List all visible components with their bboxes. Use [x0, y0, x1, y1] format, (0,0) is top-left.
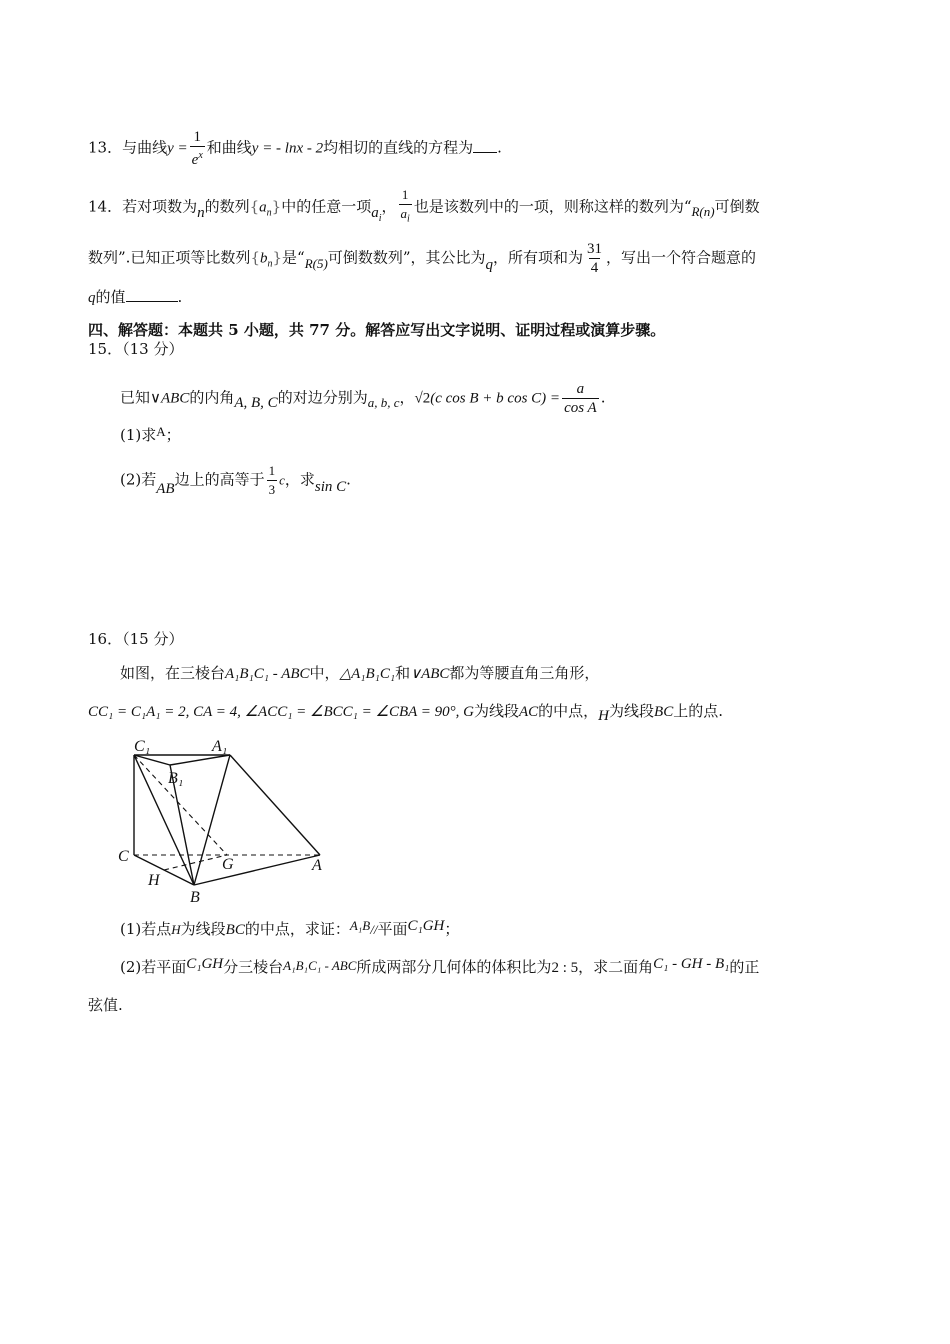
edge-b1-a1 [170, 755, 230, 765]
label-b1: B₁ [168, 770, 184, 787]
edge-h-g-hidden [164, 855, 227, 870]
q14-inverse-fraction: $\frac{1}{a_i}$ [399, 186, 412, 229]
label-a: A [312, 857, 322, 874]
q15-part2-fraction: $\frac{1}{3}$ [268, 463, 276, 497]
q14-line-3: q的值 . [88, 288, 183, 306]
q15-part2: (2)若AB边上的高等于 $\frac{1}{3}$ c，求sin C. [120, 463, 351, 497]
q13-line: 13．与曲线y = $\frac{1}{e^x}$ 和曲线y = - lnx - 2均相切的直线的方程为 . [88, 129, 502, 168]
label-h: H [148, 872, 160, 889]
q16-statement-1: 如图，在三棱台A₁B₁C₁ - ABC中，△A₁B₁C₁和∨ABC都为等腰直角三角形， [120, 664, 600, 682]
q16-statement-2: CC₁ = C₁A₁ = 2, CA = 4, ∠ACC₁ = ∠BCC₁ = ∠CBA = 90°, G为线段AC的中点，H为线段BC上的点. [88, 702, 723, 724]
q14-number: 14． [88, 197, 123, 216]
label-a1: A₁ [212, 738, 228, 755]
q13-curve2: y = - lnx - 2 [251, 140, 324, 157]
q14-line-1: 14．若对项数为n的数列$\{a_n\}$中的任意一项$a_i$， $\frac{1}{a_i}$ 也是该数列中的一项，则称这样的数列为“R(n)可倒数 [88, 186, 760, 229]
frustum-figure [110, 735, 340, 910]
section-heading: 四、解答题：本题共 5 小题，共 77 分。解答应写出文字说明、证明过程或演算步骤。 [88, 321, 666, 339]
q15-fraction: $\frac{a}{\text{cos A}}$ [564, 381, 597, 416]
answer-blank [473, 138, 497, 153]
edge-b-a [194, 855, 320, 885]
q13-number: 13． [88, 138, 123, 157]
q15-statement: 已知∨ABC的内角A, B, C的对边分别为a, b, c，√2(c cos B + b cos C) = $\frac{a}{\text{cos A}}$ . [120, 381, 606, 416]
answer-blank [126, 287, 178, 302]
q14-sum-fraction: $\frac{31}{4}$ [587, 241, 603, 276]
q15-part1: (1)求A； [120, 424, 181, 444]
q16-part2-line1: (2)若平面C₁GH分三棱台A₁B₁C₁ - ABC所成两部分几何体的体积比为2 : 5，求二面角C₁ - GH - B₁的正 [120, 956, 760, 976]
edge-a1-a [230, 755, 320, 855]
q13-fraction: $\frac{1}{e^x}$ [191, 129, 203, 168]
q16-part1: (1)若点H为线段BC的中点，求证：A₁B//平面C₁GH； [120, 918, 460, 938]
q14-line-2: 数列”.已知正项等比数列$\{b_n\}$是“R(5)可倒数数列”，其公比为q，所有项和为 $\frac{31}{4}$ ，写出一个符合题意的 [88, 241, 757, 276]
q16-part2-line2: 弦值. [88, 996, 123, 1014]
edge-c1-b1 [134, 755, 170, 765]
q16-heading: 16．（15 分） [88, 630, 184, 648]
label-g: G [222, 856, 234, 873]
q15-heading: 15．（13 分） [88, 340, 184, 358]
label-c1: C₁ [134, 738, 151, 755]
label-c: C [118, 848, 129, 865]
label-b: B [190, 889, 200, 906]
